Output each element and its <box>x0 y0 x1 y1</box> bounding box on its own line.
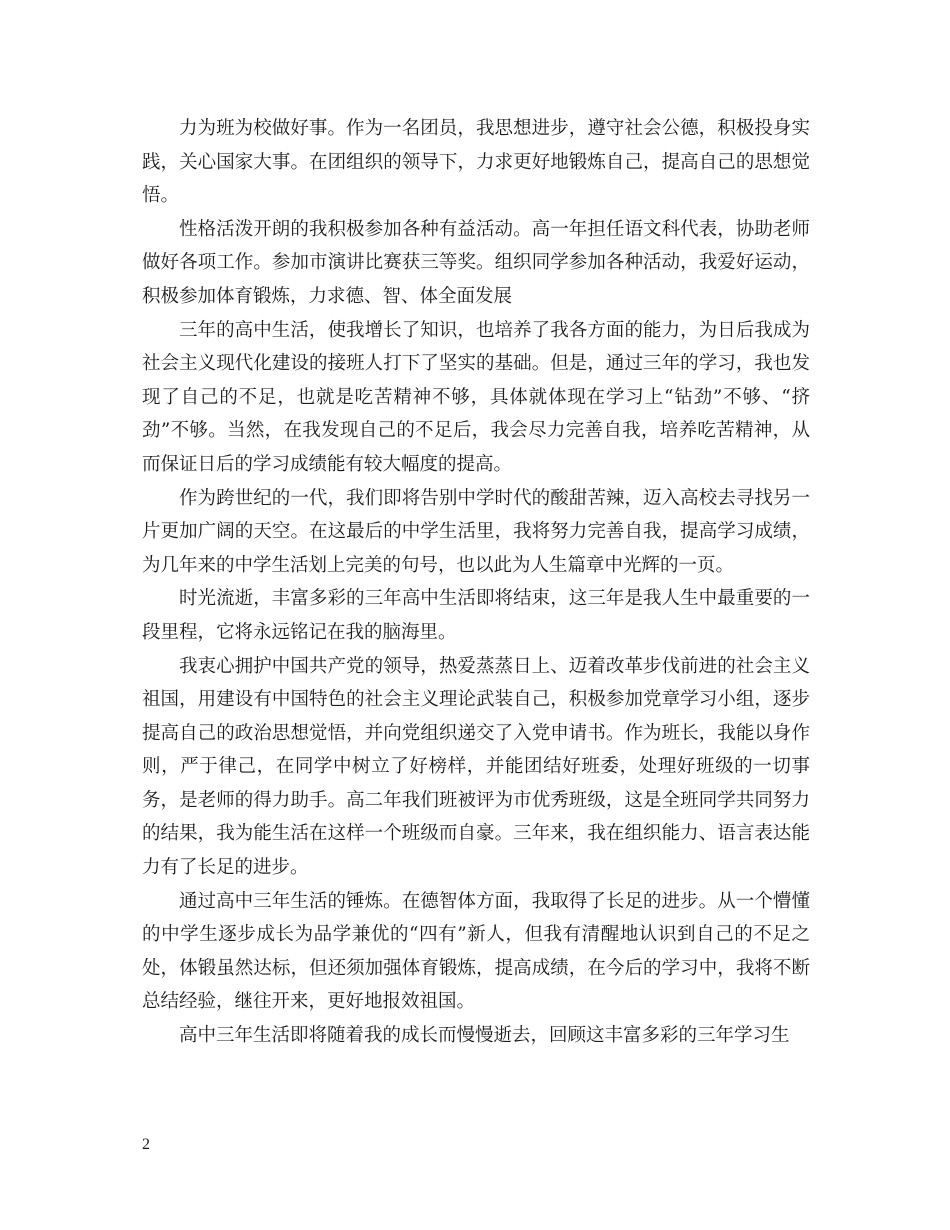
paragraph-party-support: 我衷心拥护中国共产党的领导，热爱蒸蒸日上、迈着改革步伐前进的社会主义祖国，用建设有中国特色的社会主义理论武装自己，积极参加党章学习小组，逐步提高自己的政治思想觉悟，并向党组织递交了入党申请书。作为班长，我能以身作则，严于律己，在同学中树立了好榜样，并能团结好班委，处理好班级的一切事务，是老师的得力助手。高二年我们班被评为市优秀班级，这是全班同学共同努力的结果，我为能生活在这样一个班级而自豪。三年来，我在组织能力、语言表达能力有了长足的进步。 <box>142 655 810 879</box>
document-body <box>142 112 810 1053</box>
paragraph-progress: 通过高中三年生活的锤炼。在德智体方面，我取得了长足的进步。从一个懵懂的中学生逐步成长为品学兼优的“四有”新人，但我有清醒地认识到自己的不足之处，体锻虽然达标，但还须加强体育锻炼，提高成绩，在今后的学习中，我将不断总结经验，继往开来，更好地报效祖国。 <box>142 890 810 1013</box>
paragraph-new-century: 作为跨世纪的一代，我们即将告别中学时代的酸甜苦辣，迈入高校去寻找另一片更加广阔的天空。在这最后的中学生活里，我将努力完善自我，提高学习成绩，为几年来的中学生活划上完美的句号，也以此为人生篇章中光辉的一页。 <box>142 487 810 576</box>
paragraph-time-passes: 时光流逝，丰富多彩的三年高中生活即将结束，这三年是我人生中最重要的一段里程，它将永远铭记在我的脑海里。 <box>142 588 810 643</box>
paragraph-closing: 高中三年生活即将随着我的成长而慢慢逝去，回顾这丰富多彩的三年学习生 <box>179 1025 790 1047</box>
paragraph-league-member: 力为班为校做好事。作为一名团员，我思想进步，遵守社会公德，积极投身实践，关心国家大事。在团组织的领导下，力求更好地锻炼自己，提高自己的思想觉悟。 <box>142 118 810 207</box>
paragraph-three-years-abilities: 三年的高中生活，使我增长了知识，也培养了我各方面的能力，为日后我成为社会主义现代化建设的接班人打下了坚实的基础。但是，通过三年的学习，我也发现了自己的不足，也就是吃苦精神不够，具体就体现在学习上“钻劲”不够、“挤劲”不够。当然，在我发现自己的不足后，我会尽力完善自我，培养吃苦精神，从而保证日后的学习成绩能有较大幅度的提高。 <box>142 319 810 475</box>
paragraph-activities: 性格活泼开朗的我积极参加各种有益活动。高一年担任语文科代表，协助老师做好各项工作。参加市演讲比赛获三等奖。组织同学参加各种活动，我爱好运动，积极参加体育锻炼，力求德、智、体全面发展 <box>142 218 810 307</box>
page-number: 2 <box>142 1136 150 1153</box>
